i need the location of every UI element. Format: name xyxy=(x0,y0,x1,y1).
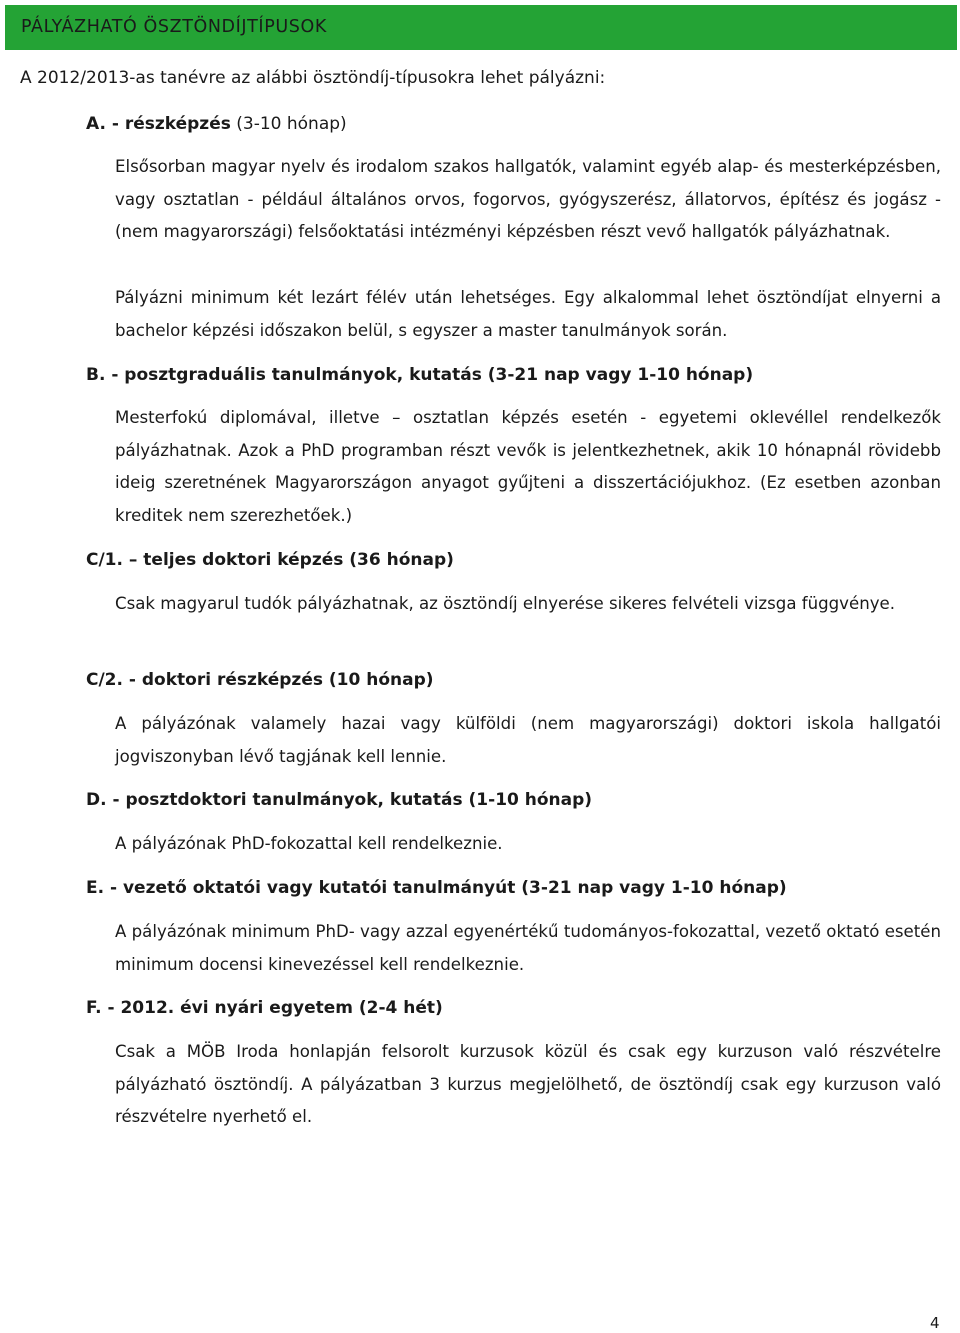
section-a-heading xyxy=(86,114,347,134)
section-a-paragraph-1: Elsősorban magyar nyelv és irodalom szakos hallgatók, valamint egyéb alap- és mesterképzésben, vagy osztatlan - például általános orvos, fogorvos, gyógyszerész, állatorvos, építész és jogász - (nem magyarországi) felsőoktatási intézményi képzésben részt vevő hallgatók pályázhatnak. xyxy=(115,157,941,242)
title-banner xyxy=(5,5,957,50)
intro-text: A 2012/2013-as tanévre az alábbi ösztöndíj-típusokra lehet pályázni: xyxy=(20,68,606,88)
section-e-heading: E. - vezető oktatói vagy kutatói tanulmányút (3-21 nap vagy 1-10 hónap) xyxy=(86,878,787,898)
section-d-heading: D. - posztdoktori tanulmányok, kutatás (1-10 hónap) xyxy=(86,790,593,810)
page-number: 4 xyxy=(930,1314,940,1332)
section-c2-paragraph: A pályázónak valamely hazai vagy külföldi (nem magyarországi) doktori iskola hallgatói jogviszonyban lévő tagjának kell lennie. xyxy=(115,714,941,766)
section-f-heading: F. - 2012. évi nyári egyetem (2-4 hét) xyxy=(86,998,443,1018)
page-title: PÁLYÁZHATÓ ÖSZTÖNDÍJTÍPUSOK xyxy=(21,17,327,37)
section-b-heading: B. - posztgraduális tanulmányok, kutatás (3-21 nap vagy 1-10 hónap) xyxy=(86,365,754,385)
section-c1-paragraph: Csak magyarul tudók pályázhatnak, az ösztöndíj elnyerése sikeres felvételi vizsga függvénye. xyxy=(115,594,896,613)
section-a-heading-bold: A. - részképzés xyxy=(86,114,231,134)
section-a-heading-duration: (3-10 hónap) xyxy=(230,114,347,134)
section-a-paragraph-2: Pályázni minimum két lezárt félév után lehetséges. Egy alkalommal lehet ösztöndíjat elnyerni a bachelor képzési időszakon belül, s egyszer a master tanulmányok során. xyxy=(115,288,941,340)
section-e-paragraph: A pályázónak minimum PhD- vagy azzal egyenértékű tudományos-fokozattal, vezető oktató esetén minimum docensi kinevezéssel kell rendelkeznie. xyxy=(115,922,941,974)
section-c2-heading: C/2. - doktori részképzés (10 hónap) xyxy=(86,670,434,690)
section-d-paragraph: A pályázónak PhD-fokozattal kell rendelkeznie. xyxy=(115,834,503,853)
section-f-paragraph: Csak a MÖB Iroda honlapján felsorolt kurzusok közül és csak egy kurzuson való részvételre pályázható ösztöndíj. A pályázatban 3 kurzus megjelölhető, de ösztöndíj csak egy kurzuson való részvételre nyerhető el. xyxy=(115,1042,941,1127)
section-c1-heading: C/1. – teljes doktori képzés (36 hónap) xyxy=(86,550,454,570)
section-b-paragraph: Mesterfokú diplomával, illetve – osztatlan képzés esetén - egyetemi oklevéllel rendelkezők pályázhatnak. Azok a PhD programban részt vevők is jelentkezhetnek, akik 10 hónapnál rövidebb ideig szeretnének Magyarországon anyagot gyűjteni a disszertációjukhoz. (Ez esetben azonban kreditek nem szerezhetőek.) xyxy=(115,408,941,525)
